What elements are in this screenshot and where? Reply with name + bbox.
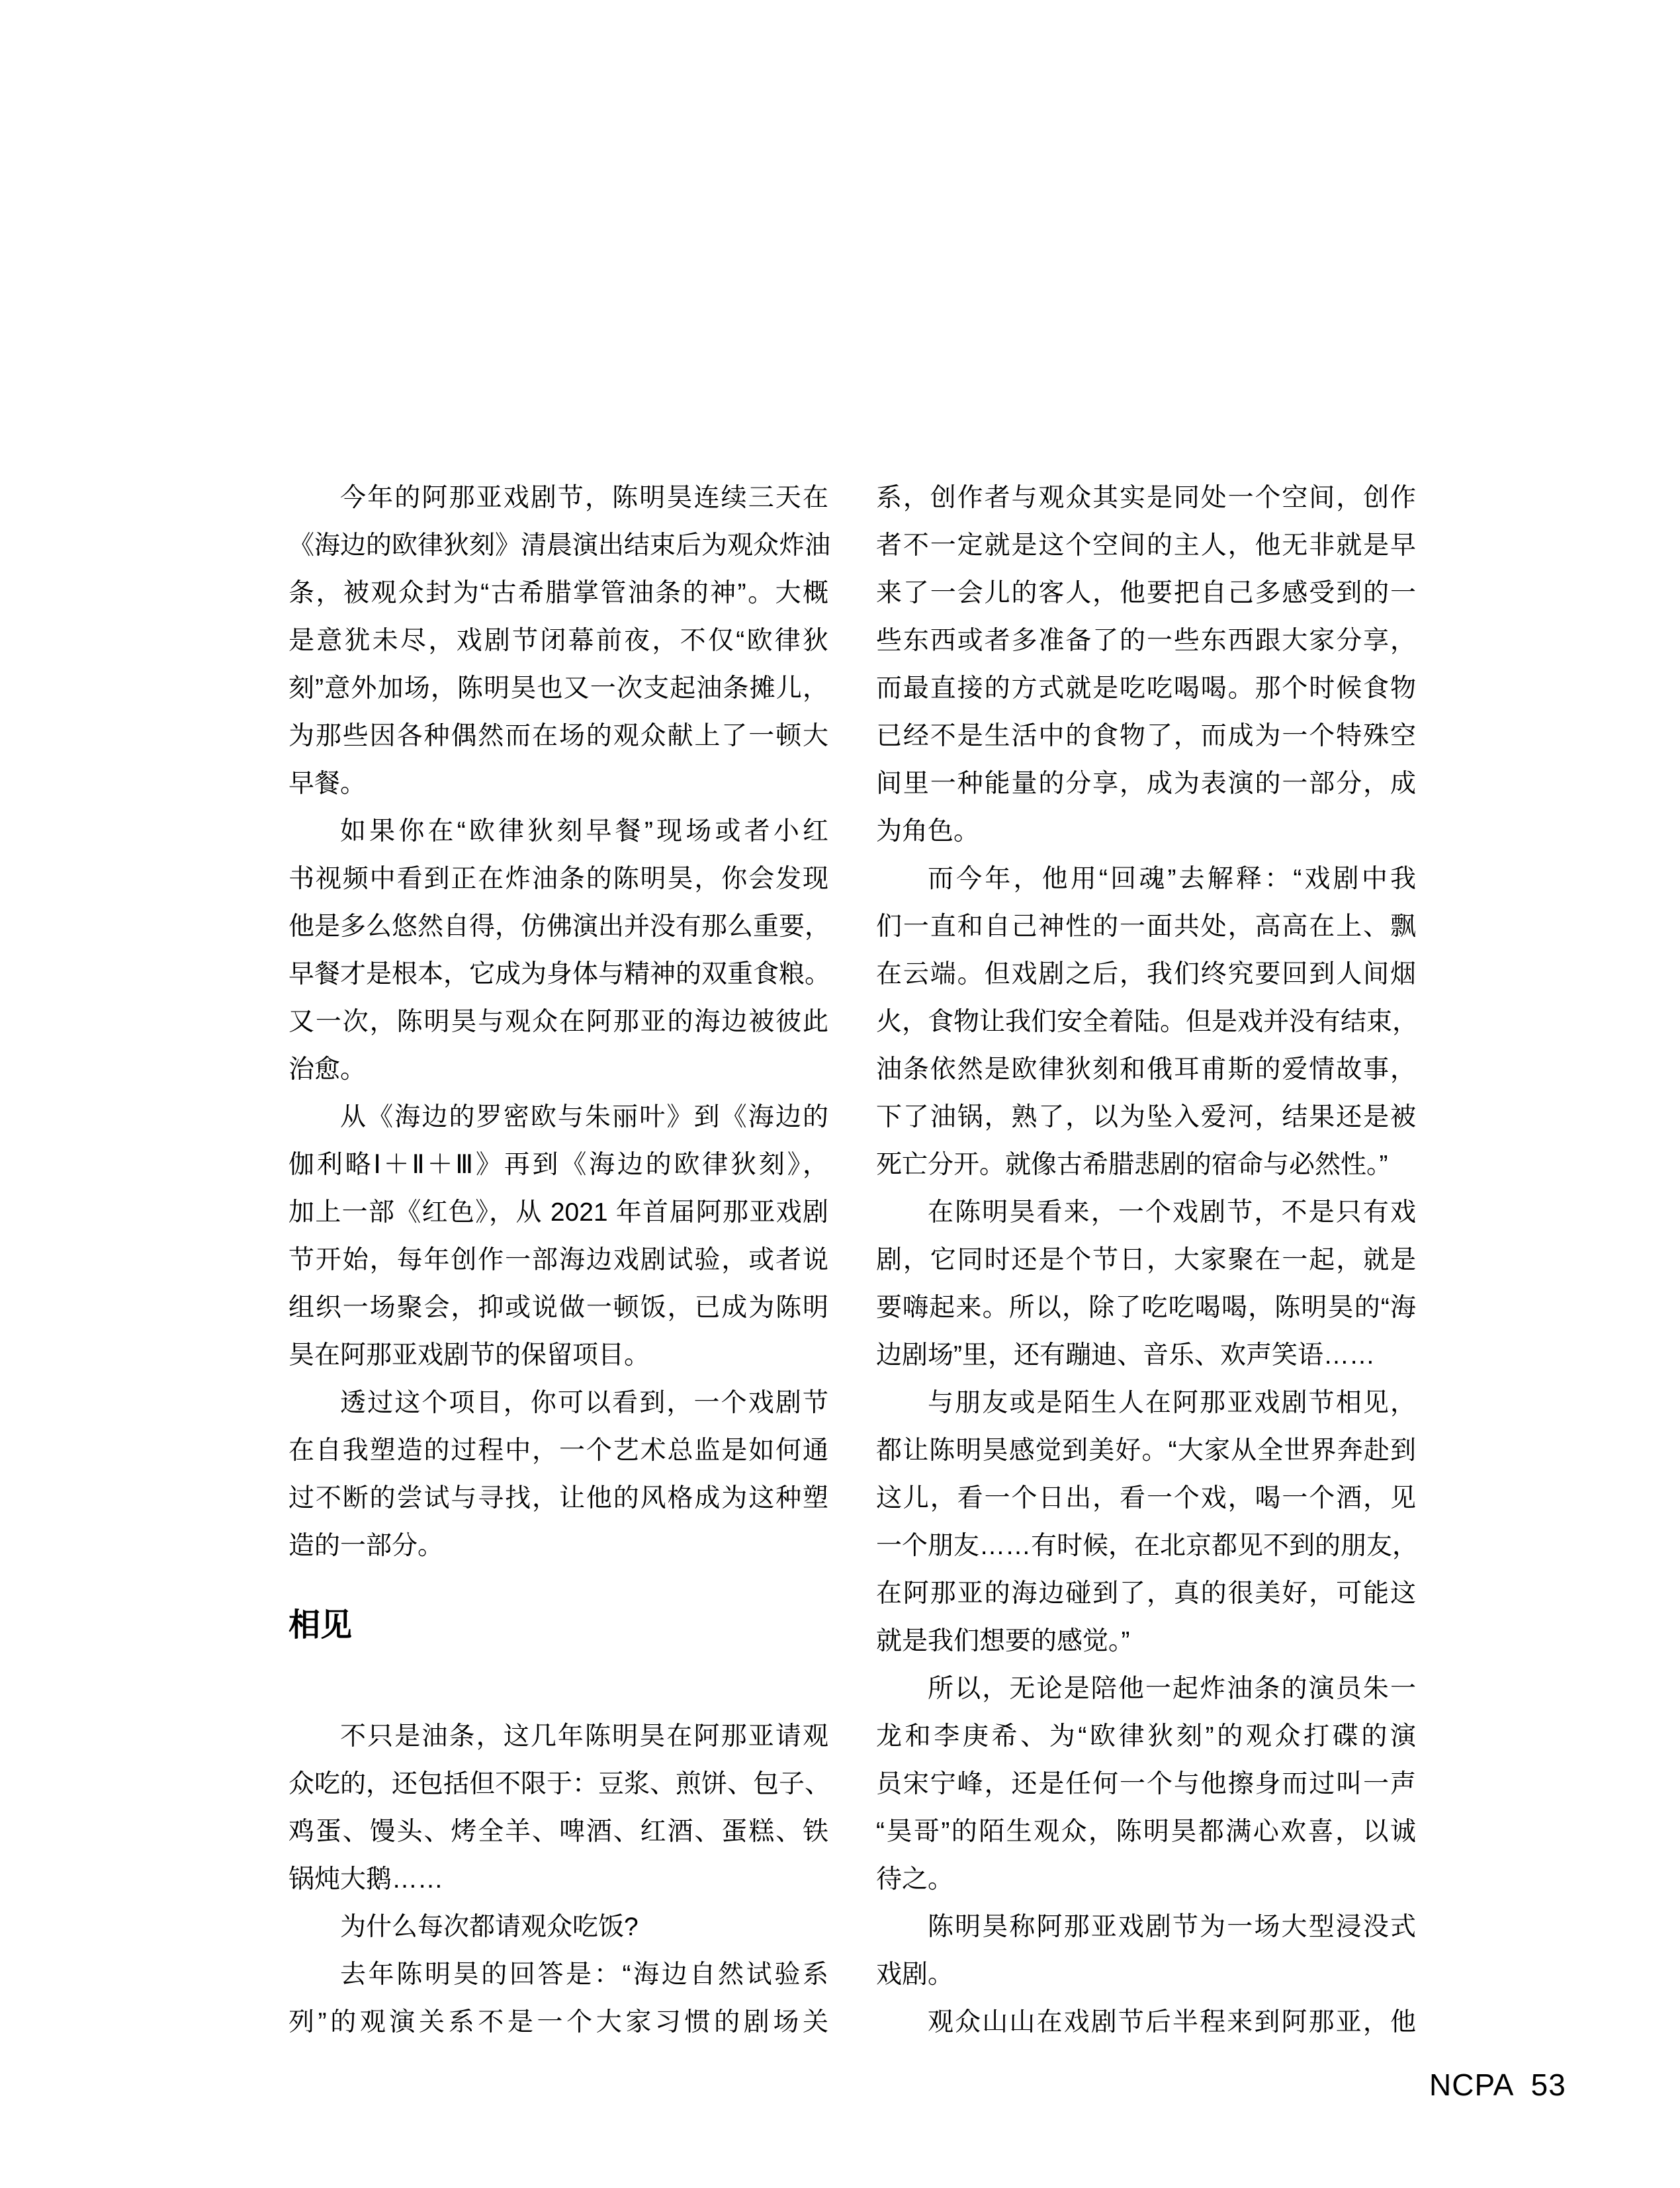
text-line: 加上一部《红色》，从 2021 年首届阿那亚戏剧 [288, 1198, 828, 1227]
text-line: 去年陈明昊的回答是：“海边自然试验系 [340, 1960, 828, 1989]
text-line: 在云端。但戏剧之后，我们终究要回到人间烟 [876, 960, 1416, 988]
text-line: 他是多么悠然自得，仿佛演出并没有那么重要， [288, 912, 831, 941]
paragraph [288, 1904, 828, 1951]
paragraph [288, 474, 831, 808]
text-line: 锅炖大鹅…… [288, 1865, 444, 1894]
text-line: 些东西或者多准备了的一些东西跟大家分享， [876, 627, 1416, 655]
paragraph [288, 1094, 828, 1379]
section-heading: 相见 [288, 1608, 353, 1643]
paragraph [876, 1665, 1416, 1904]
text-line: 间里一种能量的分享，成为表演的一部分，成 [876, 769, 1416, 798]
text-line: “昊哥”的陌生观众，陈明昊都满心欢喜，以诚 [876, 1817, 1416, 1846]
text-line: 在自我塑造的过程中，一个艺术总监是如何通 [288, 1436, 828, 1465]
text-line: 治愈。 [288, 1055, 367, 1084]
text-line: 火，食物让我们安全着陆。但是戏并没有结束， [876, 1008, 1419, 1036]
text-line: 昊在阿那亚戏剧节的保留项目。 [288, 1341, 650, 1370]
text-line: 陈明昊称阿那亚戏剧节为一场大型浸没式 [928, 1913, 1416, 1941]
text-line: 在陈明昊看来，一个戏剧节，不是只有戏 [928, 1198, 1416, 1227]
text-line: 者不一定就是这个空间的主人，他无非就是早 [876, 531, 1416, 560]
text-line: 观众山山在戏剧节后半程来到阿那亚，他 [928, 2008, 1416, 2036]
text-line: 伽利略Ⅰ＋Ⅱ＋Ⅲ》再到《海边的欧律狄刻》， [288, 1151, 828, 1179]
text-line: 为那些因各种偶然而在场的观众献上了一顿大 [288, 722, 828, 750]
text-line: 所以，无论是陪他一起炸油条的演员朱一 [928, 1675, 1416, 1703]
paragraph [876, 855, 1419, 1189]
text-line: 早餐。 [288, 769, 367, 798]
text-line: 鸡蛋、馒头、烤全羊、啤酒、红酒、蛋糕、铁 [288, 1817, 828, 1846]
text-line: 节开始，每年创作一部海边戏剧试验，或者说 [288, 1246, 828, 1274]
text-line: 们一直和自己神性的一面共处，高高在上、飘 [876, 912, 1416, 941]
text-line: 边剧场”里，还有蹦迪、音乐、欢声笑语…… [876, 1341, 1375, 1370]
text-line: 刻”意外加场，陈明昊也又一次支起油条摊儿， [288, 674, 828, 703]
text-line: 死亡分开。就像古希腊悲剧的宿命与必然性。” [876, 1151, 1388, 1179]
text-line: 条，被观众封为“古希腊掌管油条的神”。大概 [288, 579, 828, 607]
text-line: 透过这个项目，你可以看到，一个戏剧节 [340, 1389, 828, 1417]
text-line: 而最直接的方式就是吃吃喝喝。那个时候食物 [876, 674, 1416, 703]
text-line: 在阿那亚的海边碰到了，真的很美好，可能这 [876, 1579, 1416, 1608]
paragraph [876, 1999, 1416, 2046]
text-line: 早餐才是根本，它成为身体与精神的双重食粮。 [288, 960, 831, 988]
text-line: 待之。 [876, 1865, 954, 1894]
paragraph [288, 1379, 828, 1570]
text-line: 列”的观演关系不是一个大家习惯的剧场关 [288, 2008, 828, 2036]
text-line: 油条依然是欧律狄刻和俄耳甫斯的爱情故事， [876, 1055, 1416, 1084]
text-line: 又一次，陈明昊与观众在阿那亚的海边被彼此 [288, 1008, 828, 1036]
paragraph [288, 1951, 828, 2046]
text-line: 不只是油条，这几年陈明昊在阿那亚请观 [340, 1722, 828, 1751]
text-line: 龙和李庚希、为“欧律狄刻”的观众打碟的演 [876, 1722, 1416, 1751]
text-line: 来了一会儿的客人，他要把自己多感受到的一 [876, 579, 1416, 607]
text-line: 是意犹未尽，戏剧节闭幕前夜，不仅“欧律狄 [288, 627, 828, 655]
paragraph [876, 1189, 1416, 1379]
text-line: 与朋友或是陌生人在阿那亚戏剧节相见， [928, 1389, 1416, 1417]
text-line: 过不断的尝试与寻找，让他的风格成为这种塑 [288, 1484, 828, 1512]
text-line: 造的一部分。 [288, 1532, 444, 1560]
text-line: 这儿，看一个日出，看一个戏，喝一个酒，见 [876, 1484, 1416, 1512]
text-line: 书视频中看到正在炸油条的陈明昊，你会发现 [288, 865, 828, 893]
paragraph [288, 808, 831, 1094]
text-line: 为什么每次都请观众吃饭? [340, 1913, 639, 1941]
text-line: 要嗨起来。所以，除了吃吃喝喝，陈明昊的“海 [876, 1293, 1416, 1322]
text-line: 为角色。 [876, 817, 980, 846]
text-line: 戏剧。 [876, 1960, 954, 1989]
text-line: 下了油锅，熟了，以为坠入爱河，结果还是被 [876, 1103, 1416, 1131]
paragraph [876, 1379, 1419, 1665]
text-line: 已经不是生活中的食物了，而成为一个特殊空 [876, 722, 1416, 750]
text-line: 如果你在“欧律狄刻早餐”现场或者小红 [340, 817, 828, 846]
text-line: 众吃的，还包括但不限于：豆浆、煎饼、包子、 [288, 1770, 831, 1798]
column-right [876, 474, 1419, 2046]
text-line: 从《海边的罗密欧与朱丽叶》到《海边的 [340, 1103, 828, 1131]
text-line: 剧，它同时还是个节日，大家聚在一起，就是 [876, 1246, 1416, 1274]
text-line: 都让陈明昊感觉到美好。“大家从全世界奔赴到 [876, 1436, 1416, 1465]
text-line: 《海边的欧律狄刻》清晨演出结束后为观众炸油 [288, 531, 831, 560]
page-number: NCPA 53 [1429, 2068, 1566, 2102]
text-line: 而今年，他用“回魂”去解释：“戏剧中我 [928, 865, 1416, 893]
text-line: 组织一场聚会，抑或说做一顿饭，已成为陈明 [288, 1293, 828, 1322]
paragraph [288, 1713, 831, 1904]
text-line: 员宋宁峰，还是任何一个与他擦身而过叫一声 [876, 1770, 1416, 1798]
paragraph [876, 474, 1416, 855]
text-line: 今年的阿那亚戏剧节，陈明昊连续三天在 [340, 484, 828, 512]
text-line: 一个朋友……有时候，在北京都见不到的朋友， [876, 1532, 1419, 1560]
paragraph [876, 1904, 1416, 1999]
column-left [288, 474, 831, 2046]
text-line: 就是我们想要的感觉。” [876, 1627, 1130, 1655]
text-line: 系，创作者与观众其实是同处一个空间，创作 [876, 484, 1416, 512]
